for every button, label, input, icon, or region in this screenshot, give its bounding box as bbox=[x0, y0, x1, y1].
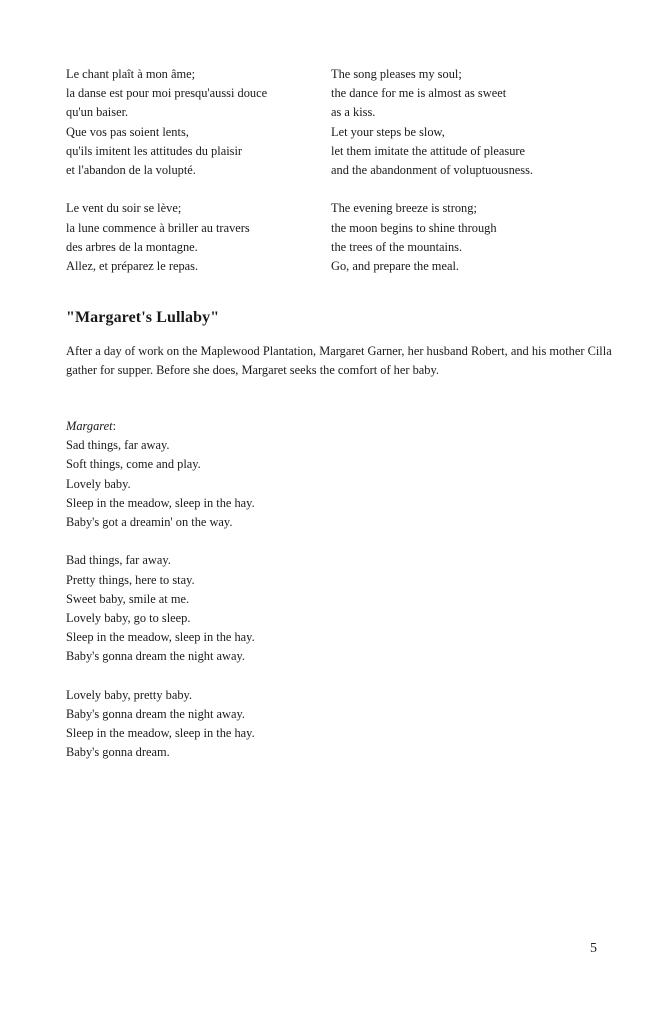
lyric-line: Sleep in the meadow, sleep in the hay. bbox=[66, 726, 255, 741]
english-line: The song pleases my soul; bbox=[331, 67, 462, 81]
lyric-line: Soft things, come and play. bbox=[66, 457, 201, 472]
page-number: 5 bbox=[590, 941, 597, 956]
french-line: Le chant plaît à mon âme; bbox=[66, 67, 196, 81]
english-line: the trees of the mountains. bbox=[331, 239, 463, 254]
french-stanza bbox=[66, 65, 316, 180]
english-line: the moon begins to shine through bbox=[331, 220, 497, 235]
lyric-line: Sleep in the meadow, sleep in the hay. bbox=[66, 630, 255, 645]
english-stanza bbox=[331, 199, 621, 276]
lullaby-stanza bbox=[66, 436, 255, 532]
speaker-name: Margaret bbox=[66, 419, 113, 433]
lyric-line: Baby's got a dreamin' on the way. bbox=[66, 515, 233, 530]
french-line: et l'abandon de la volupté. bbox=[66, 163, 196, 178]
lullaby-stanza bbox=[66, 551, 255, 666]
lyric-line: Baby's gonna dream the night away. bbox=[66, 649, 245, 664]
lyric-line: Lovely baby, go to sleep. bbox=[66, 611, 191, 626]
french-line: des arbres de la montagne. bbox=[66, 239, 198, 254]
english-line: Let your steps be slow, bbox=[331, 124, 445, 139]
french-lyrics-column bbox=[66, 65, 316, 276]
english-line: the dance for me is almost as sweet bbox=[331, 86, 507, 101]
french-line: Allez, et préparez le repas. bbox=[66, 259, 199, 274]
lyric-line: Sleep in the meadow, sleep in the hay. bbox=[66, 495, 255, 510]
french-line: qu'ils imitent les attitudes du plaisir bbox=[66, 143, 243, 158]
english-line: let them imitate the attitude of pleasure bbox=[331, 143, 526, 158]
english-line: and the abandonment of voluptuousness. bbox=[331, 163, 534, 178]
lyric-line: Pretty things, here to stay. bbox=[66, 572, 195, 587]
english-translation-column bbox=[331, 65, 621, 276]
lyric-line: Sweet baby, smile at me. bbox=[66, 591, 190, 606]
speaker-label: Margaret: bbox=[66, 419, 117, 433]
english-line: The evening breeze is strong; bbox=[331, 201, 477, 216]
english-stanza bbox=[331, 65, 621, 180]
english-line: as a kiss. bbox=[331, 105, 376, 120]
french-line: Que vos pas soient lents, bbox=[66, 124, 189, 139]
french-line: la danse est pour moi presqu'aussi douce bbox=[66, 86, 268, 101]
french-line: la lune commence à briller au travers bbox=[66, 220, 250, 235]
lyric-line: Bad things, far away. bbox=[66, 553, 171, 568]
lyric-line: Baby's gonna dream. bbox=[66, 745, 170, 760]
lyric-line: Lovely baby. bbox=[66, 476, 131, 491]
french-line: Le vent du soir se lève; bbox=[66, 201, 182, 216]
lyric-line: Sad things, far away. bbox=[66, 438, 170, 453]
english-line: Go, and prepare the meal. bbox=[331, 259, 459, 274]
lullaby-stanza bbox=[66, 686, 255, 763]
section-title: "Margaret's Lullaby" bbox=[66, 309, 220, 326]
french-line: qu'un baiser. bbox=[66, 105, 129, 120]
lyric-line: Lovely baby, pretty baby. bbox=[66, 687, 193, 702]
lullaby-lyrics bbox=[66, 417, 255, 763]
lyric-line: Baby's gonna dream the night away. bbox=[66, 707, 245, 722]
french-stanza bbox=[66, 199, 316, 276]
section-intro: After a day of work on the Maplewood Plantation, Margaret Garner, her husband Robert, and his mother Cilla gather for supper. Before she does, Margaret seeks the comfort of her baby. bbox=[66, 344, 612, 378]
